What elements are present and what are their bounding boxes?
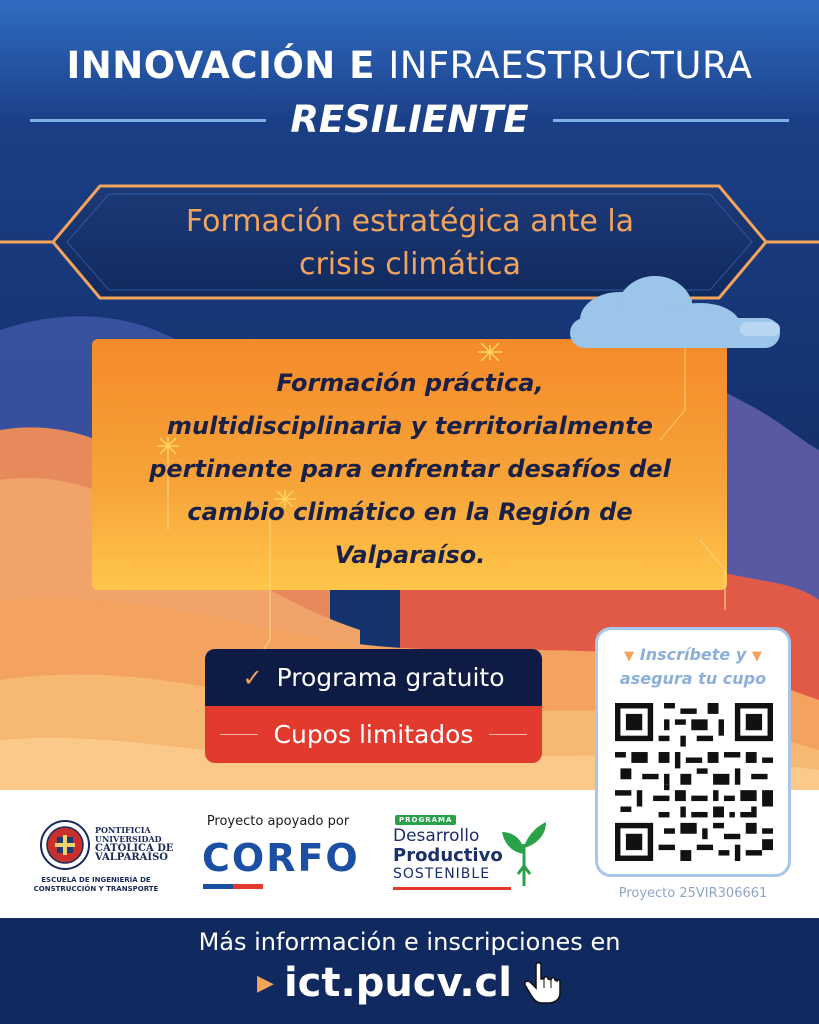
banner-text xyxy=(110,200,710,286)
pucv-line: PONTIFICIA xyxy=(95,825,151,835)
more-info-text: Más información e inscripciones en xyxy=(198,928,621,956)
description-line: Formación práctica, xyxy=(276,369,544,397)
triangle-icon: ▼ xyxy=(624,649,635,664)
dps-program-tag: PROGRAMA xyxy=(395,815,456,825)
dps-line-1: Desarrollo xyxy=(393,826,480,846)
pucv-school-line: CONSTRUCCIÓN Y TRANSPORTE xyxy=(33,885,159,893)
url-row xyxy=(0,960,819,1006)
website-link[interactable]: ict.pucv.cl xyxy=(283,960,512,1006)
title-bold: INNOVACIÓN E xyxy=(66,44,375,87)
triangle-icon: ▼ xyxy=(751,649,762,664)
dash-left xyxy=(220,734,258,735)
free-program-label: Programa gratuito xyxy=(276,663,505,692)
dash-right xyxy=(489,734,527,735)
description-line: multidisciplinaria y territorialmente xyxy=(167,412,653,440)
main-title xyxy=(0,44,819,87)
corfo-logo: CORFO xyxy=(202,836,360,880)
check-icon: ✓ xyxy=(242,663,263,692)
corfo-bar-blue xyxy=(203,884,233,889)
plant-icon xyxy=(500,814,548,890)
description-line: cambio climático en la Región de xyxy=(187,498,633,526)
qr-heading xyxy=(598,644,788,690)
free-program-badge xyxy=(205,649,542,706)
pucv-name xyxy=(95,826,174,862)
dps-underline xyxy=(393,887,511,890)
qr-code[interactable] xyxy=(615,703,773,861)
pucv-line: VALPARAÍSO xyxy=(95,852,169,863)
description-line: pertinente para enfrentar desafíos del xyxy=(149,455,671,483)
banner-line-1: Formación estratégica ante la xyxy=(185,204,635,239)
description-text xyxy=(120,362,700,577)
pucv-line: UNIVERSIDAD xyxy=(95,834,162,844)
supported-by-label: Proyecto apoyado por xyxy=(206,814,350,829)
arrow-right-icon: ▶ xyxy=(257,970,274,996)
pucv-school xyxy=(16,876,176,894)
banner-line-2: crisis climática xyxy=(298,247,522,282)
corfo-bar-red xyxy=(233,884,263,889)
description-line: Valparaíso. xyxy=(334,541,486,569)
limited-seats-label: Cupos limitados xyxy=(273,720,474,749)
pucv-school-line: ESCUELA DE INGENIERÍA DE xyxy=(41,876,151,884)
title-resiliente: RESILIENTE xyxy=(290,98,529,141)
pointer-hand-icon xyxy=(522,961,562,1005)
pucv-line: CATÓLICA DE xyxy=(95,843,174,854)
dps-line-3: SOSTENIBLE xyxy=(393,866,491,882)
qr-card xyxy=(595,627,791,877)
limited-seats-badge xyxy=(205,706,542,763)
qr-line-1: Inscríbete y xyxy=(639,645,747,664)
title-light: INFRAESTRUCTURA xyxy=(388,44,753,87)
dps-line-2: Productivo xyxy=(393,845,503,866)
project-code: Proyecto 25VIR306661 xyxy=(618,886,768,901)
title-rule-right xyxy=(553,119,789,122)
qr-line-2: asegura tu cupo xyxy=(619,669,767,688)
